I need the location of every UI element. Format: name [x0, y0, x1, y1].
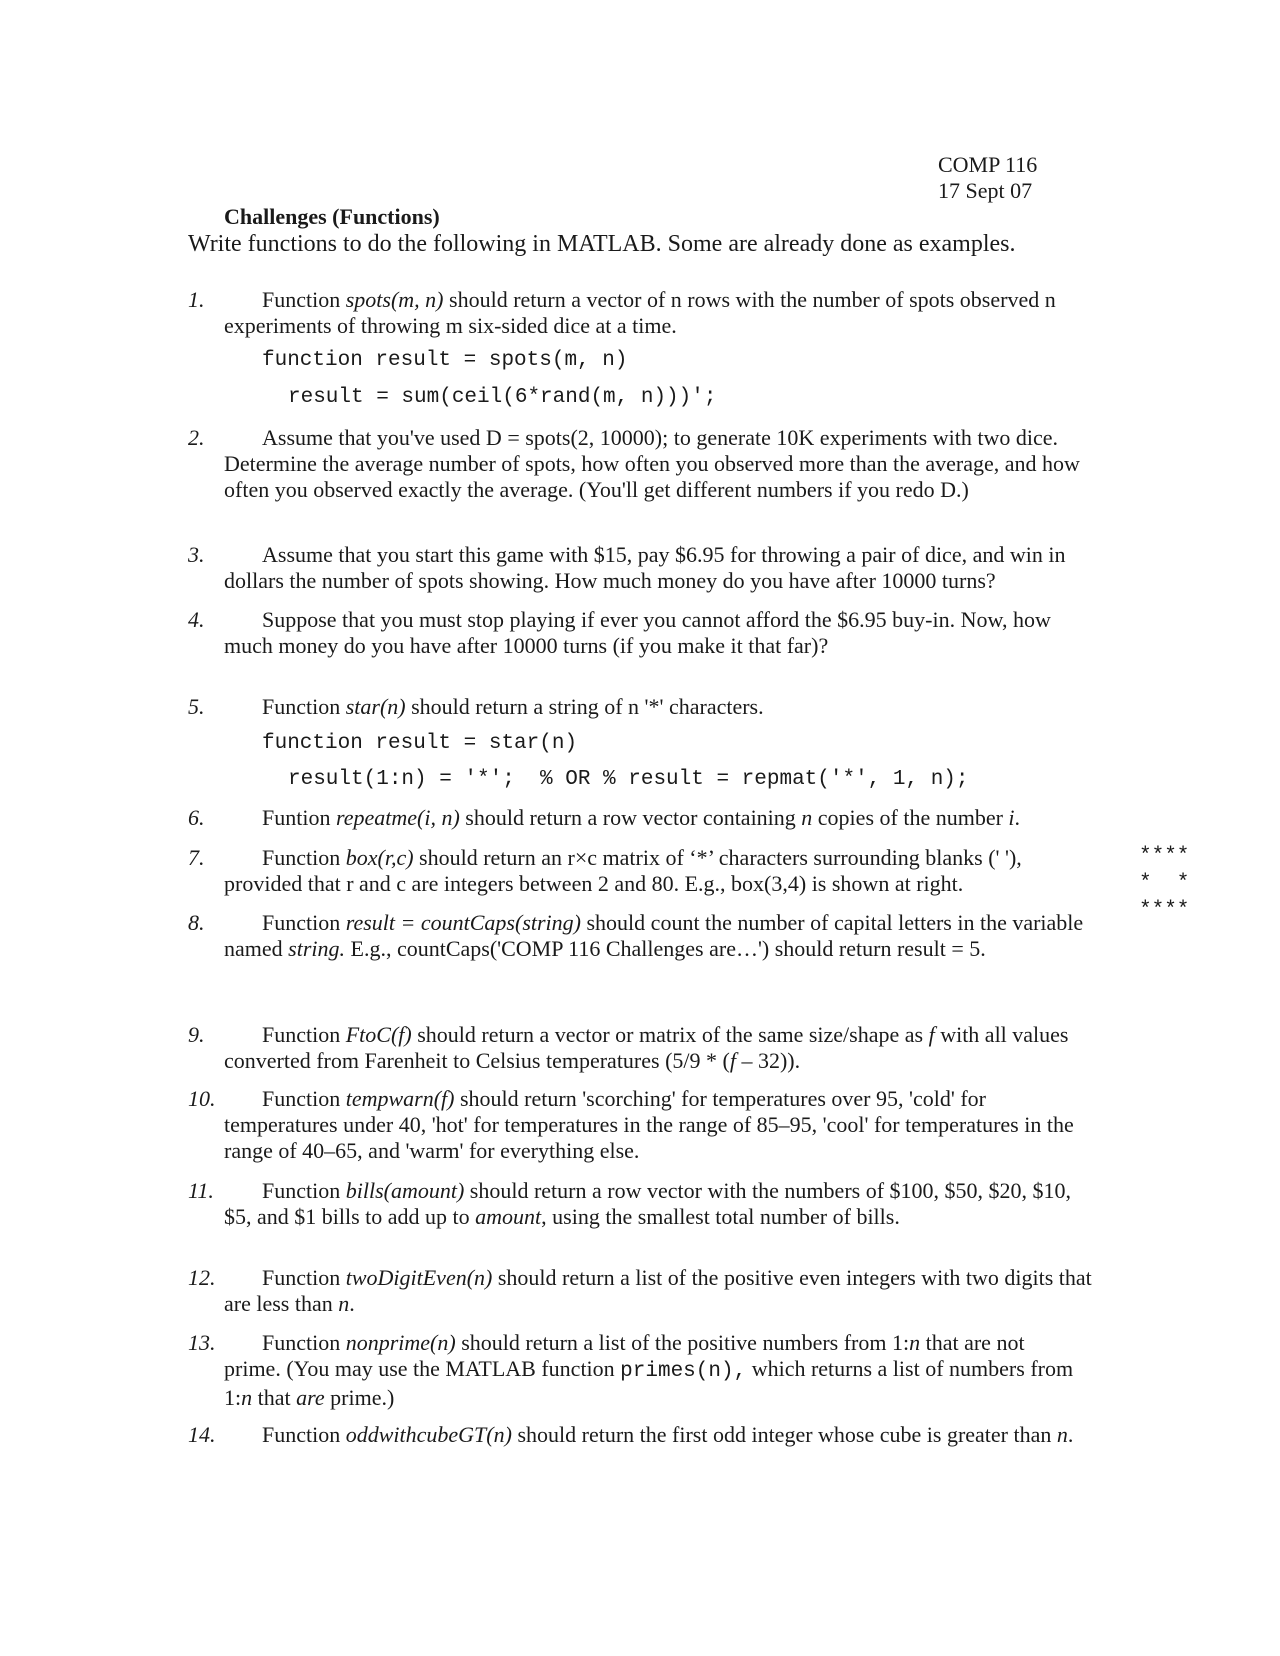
code-line: result(1:n) = '*'; % OR % result = repmat('*', 1, n); [288, 768, 969, 791]
list-item: Function nonprime(n) should return a list of the positive numbers from 1:n that are not prime. (You may use the MATLAB function primes(n), which returns a list of numbers from 1:n that are prime.) [224, 1330, 1074, 1410]
box-example-row: **** [1139, 845, 1190, 868]
list-item: Function star(n) should return a string of n '*' characters. [262, 694, 764, 719]
course-label: COMP 116 [938, 152, 1038, 177]
item-number: 2. [188, 425, 205, 450]
list-item: Assume that you start this game with $15, pay $6.95 for throwing a pair of dice, and win in dollars the number of spots showing. How much money do you have after 10000 turns? [224, 542, 1066, 593]
list-item: Function FtoC(f) should return a vector or matrix of the same size/shape as f with all values converted from Farenheit to Celsius temperatures (5/9 * (f – 32)). [224, 1022, 1069, 1073]
list-item: Function spots(m, n) should return a vector of n rows with the number of spots observed n experiments of throwing m six-sided dice at a time. [224, 287, 1056, 338]
code-line: result = sum(ceil(6*rand(m, n)))'; [288, 386, 717, 409]
item-number: 5. [188, 694, 205, 719]
box-example-row: * * [1139, 872, 1190, 895]
list-item: Function result = countCaps(string) should count the number of capital letters in the variable named string. E.g., countCaps('COMP 116 Challenges are…') should return result = 5. [224, 910, 1084, 961]
item-number: 7. [188, 845, 205, 870]
list-item: Function box(r,c) should return an r×c matrix of ‘*’ characters surrounding blanks (' '), provided that r and c are integers between 2 and 80. E.g., box(3,4) is shown at right. [224, 845, 1022, 896]
list-item: Funtion repeatme(i, n) should return a row vector containing n copies of the number i. [262, 805, 1021, 830]
item-number: 1. [188, 287, 205, 312]
item-number: 12. [188, 1265, 216, 1290]
list-item: Function tempwarn(f) should return 'scorching' for temperatures over 95, 'cold' for temperatures under 40, 'hot' for temperatures in the range of 85–95, 'cool' for temperatures in the range of 40–65, and 'warm' for everything else. [224, 1086, 1074, 1163]
item-number: 11. [188, 1178, 214, 1203]
list-item: Function bills(amount) should return a row vector with the numbers of $100, $50, $20, $10, $5, and $1 bills to add up to amount, using the smallest total number of bills. [224, 1178, 1072, 1229]
list-item: Function oddwithcubeGT(n) should return the first odd integer whose cube is greater than n. [262, 1422, 1074, 1447]
item-number: 14. [188, 1422, 216, 1447]
intro-text: Write functions to do the following in MATLAB. Some are already done as examples. [188, 231, 1016, 257]
list-item: Function twoDigitEven(n) should return a list of the positive even integers with two digits that are less than n. [224, 1265, 1092, 1316]
page-title: Challenges (Functions) [224, 204, 440, 229]
list-item: Assume that you've used D = spots(2, 10000); to generate 10K experiments with two dice. Determine the average number of spots, how often you observed more than the average, and how often you observed exactly the average. (You'll get different numbers if you redo D.) [224, 425, 1080, 502]
item-number: 10. [188, 1086, 216, 1111]
item-number: 13. [188, 1330, 216, 1355]
date-label: 17 Sept 07 [938, 178, 1033, 203]
item-number: 4. [188, 607, 205, 632]
list-item: Suppose that you must stop playing if ever you cannot afford the $6.95 buy-in. Now, how much money do you have after 10000 turns (if you make it that far)? [224, 607, 1051, 658]
item-number: 6. [188, 805, 205, 830]
item-number: 8. [188, 910, 205, 935]
box-example-row: **** [1139, 899, 1190, 922]
code-line: function result = star(n) [262, 732, 578, 755]
item-number: 9. [188, 1022, 205, 1047]
code-line: function result = spots(m, n) [262, 349, 628, 372]
item-number: 3. [188, 542, 205, 567]
